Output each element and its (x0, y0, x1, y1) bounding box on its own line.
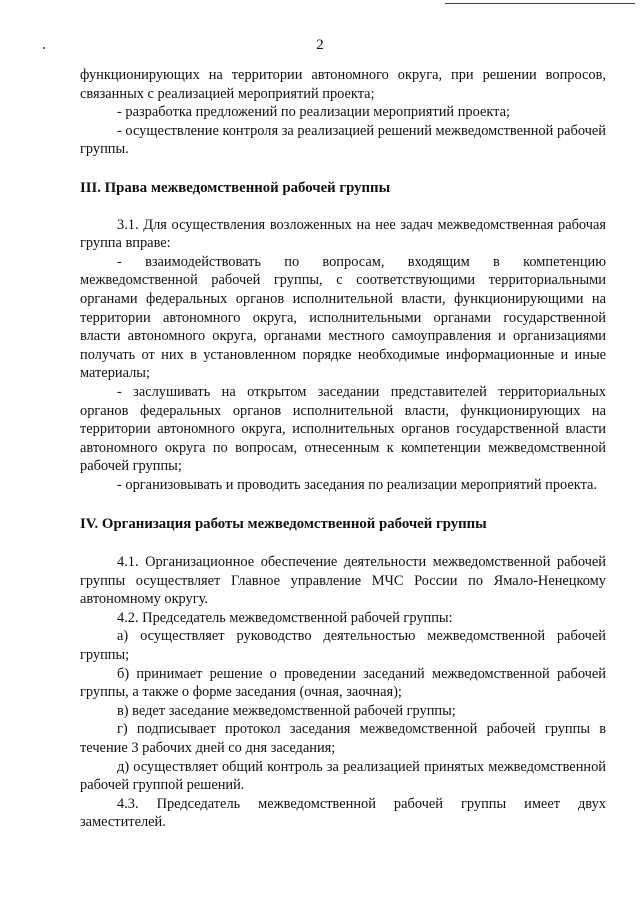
paragraph: - организовывать и проводить заседания по реализации мероприятий проекта. (117, 476, 598, 493)
page-number: 2 (316, 37, 324, 53)
paragraph: 3.1. Для осуществления возложенных на нее задач межведомственная рабочая группа вправе: (80, 216, 606, 252)
scan-top-rule (445, 3, 635, 4)
paragraph: - разработка предложений по реализации мероприятий проекта; (117, 104, 511, 121)
paragraph: в) ведет заседание межведомственной рабочей группы; (117, 702, 456, 719)
document-body (80, 66, 606, 832)
paragraph: 4.3. Председатель межведомственной рабочей группы имеет двух заместителей. (80, 795, 606, 831)
section-heading-4: IV. Организация работы межведомственной рабочей группы (80, 516, 487, 533)
paragraph: б) принимает решение о проведении заседаний межведомственной рабочей группы, а также о форме заседания (очная, заочная); (80, 665, 606, 701)
paragraph: - взаимодействовать по вопросам, входящим в компетенцию межведомственной рабочей группы, с соответствующими территориальными органами федеральных органов исполнительной власти, функционирующими на территории автономного округа, исполнительными органами государственной власти автономного округа, органами местного самоуправления и организациями получать от них в установленном порядке необходимые информационные и иные материалы; (80, 253, 606, 382)
paragraph: д) осуществляет общий контроль за реализацией принятых межведомственной рабочей группой решений. (80, 758, 606, 794)
paragraph: 4.2. Председатель межведомственной рабочей группы: (117, 609, 453, 626)
section-heading-3: III. Права межведомственной рабочей группы (80, 179, 391, 196)
paragraph: 4.1. Организационное обеспечение деятельности межведомственной рабочей группы осуществляет Главное управление МЧС России по Ямало-Ненецкому автономному округу. (80, 554, 606, 608)
paragraph: - осуществление контроля за реализацией решений межведомственной рабочей группы. (80, 122, 606, 158)
paragraph: функционирующих на территории автономного округа, при решении вопросов, связанных с реализацией мероприятий проекта; (80, 67, 606, 102)
paragraph: - заслушивать на открытом заседании представителей территориальных органов федеральных органов исполнительной власти, функционирующих на территории автономного округа, исполнительных органов государственной власти автономного округа по вопросам, отнесенным к компетенции межведомственной рабочей группы; (80, 383, 606, 475)
paragraph: а) осуществляет руководство деятельностью межведомственной рабочей группы; (80, 628, 606, 664)
paragraph: г) подписывает протокол заседания межведомственной рабочей группы в течение 3 рабочих дней со дня заседания; (80, 721, 606, 756)
